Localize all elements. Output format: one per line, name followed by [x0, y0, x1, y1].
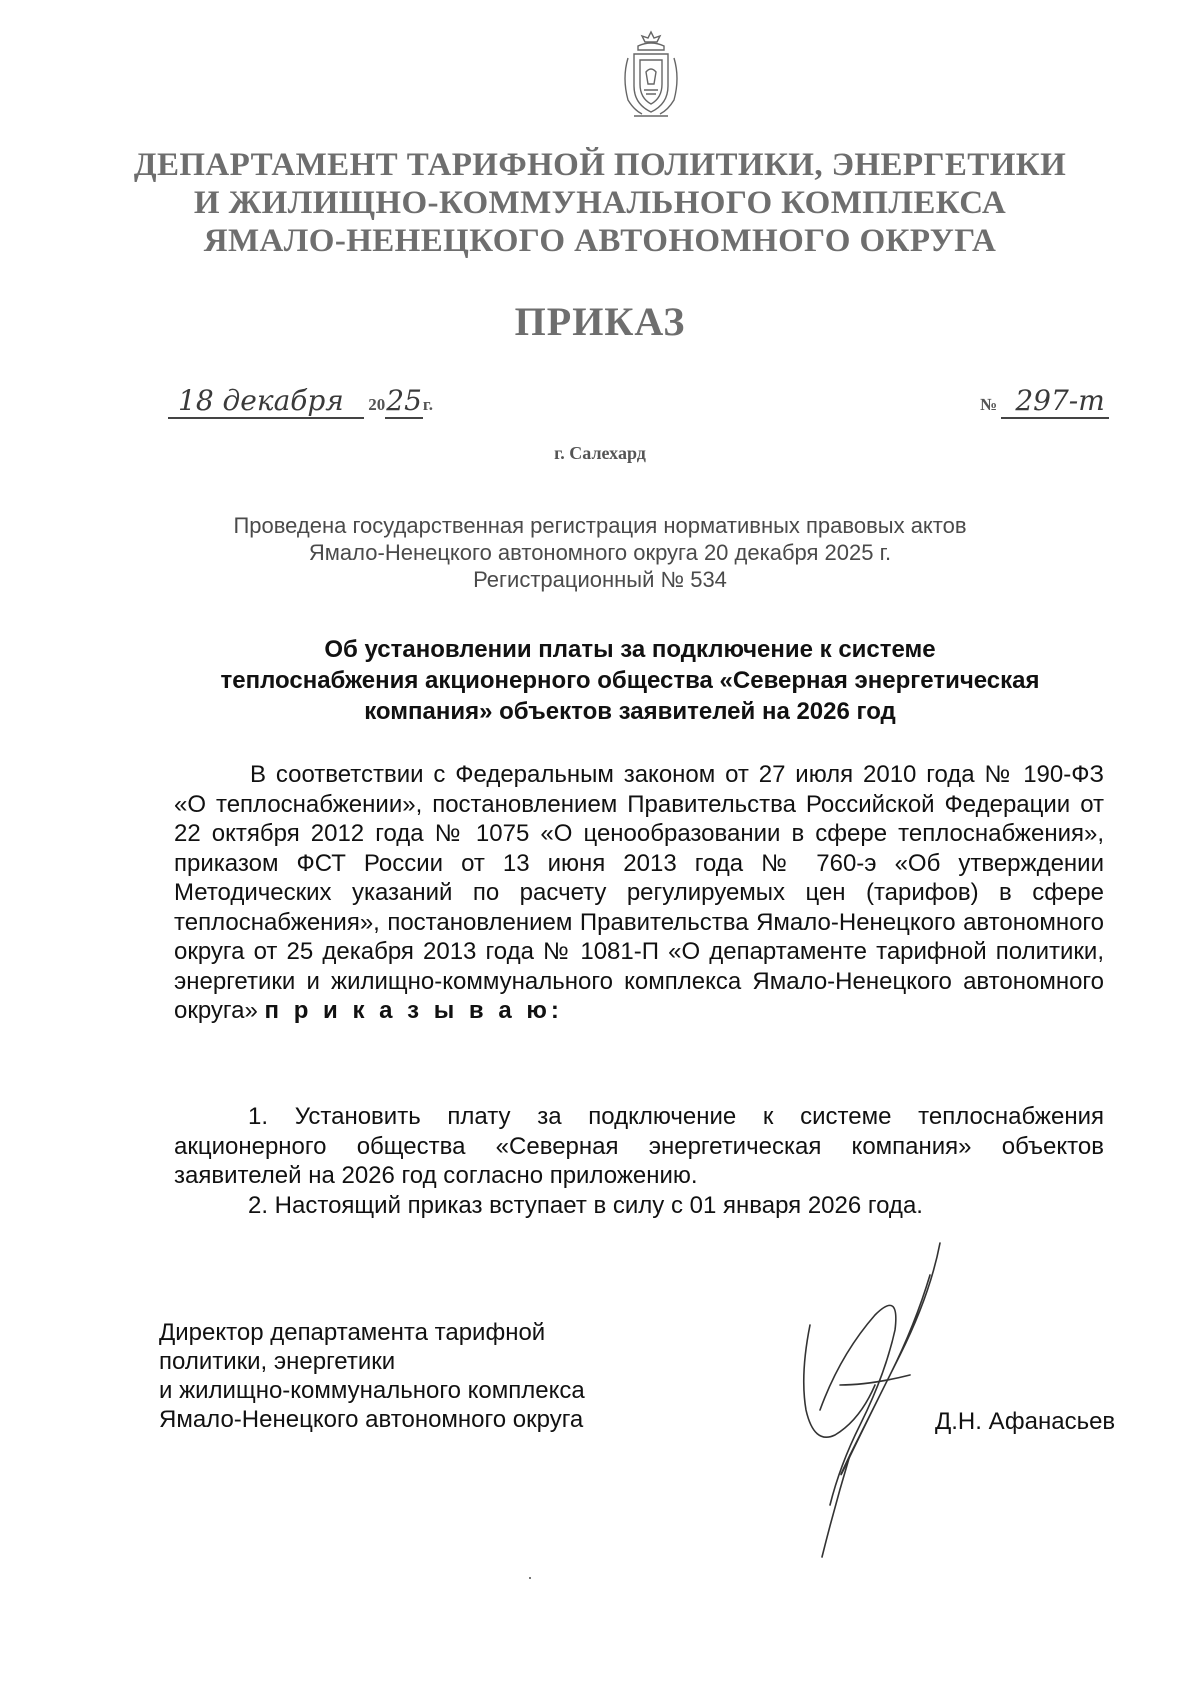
order-subject — [150, 634, 1110, 727]
signer-position — [159, 1318, 585, 1434]
number-label: № — [980, 395, 998, 414]
department-line: И ЖИЛИЩНО-КОММУНАЛЬНОГО КОМПЛЕКСА — [193, 185, 1007, 221]
order-item: 2. Настоящий приказ вступает в силу с 01 января 2026 года. — [248, 1191, 923, 1219]
handwritten-number: 297-т — [1001, 384, 1109, 419]
registration-note — [100, 512, 1100, 593]
registration-line: Проведена государственная регистрация нормативных правовых актов — [233, 513, 967, 538]
handwritten-signature-icon — [780, 1235, 970, 1565]
document-date — [168, 384, 433, 419]
order-word: п р и к а з ы в а ю: — [264, 997, 563, 1024]
department-line: ДЕПАРТАМЕНТ ТАРИФНОЙ ПОЛИТИКИ, ЭНЕРГЕТИКИ — [133, 147, 1067, 183]
subject-line: Об установлении платы за подключение к системе — [324, 636, 936, 663]
year-unit: г. — [422, 395, 433, 414]
city: г. Салехард — [554, 443, 646, 463]
department-line: ЯМАЛО-НЕНЕЦКОГО АВТОНОМНОГО ОКРУГА — [203, 223, 997, 259]
coat-of-arms-icon — [620, 28, 682, 124]
handwritten-year: 25 — [386, 384, 422, 417]
preamble — [174, 760, 1104, 1026]
preamble-paragraph — [174, 760, 1104, 1026]
registration-line: Ямало-Ненецкого автономного округа 20 декабря 2025 г. — [308, 540, 892, 565]
year-prefix: 20 — [368, 395, 386, 414]
position-line: Директор департамента тарифной — [159, 1319, 546, 1346]
order-item: 1. Установить плату за подключение к системе теплоснабжения акционерного общества «Северная энергетическая компания» объектов заявителей на 2026 год согласно приложению. — [174, 1103, 1104, 1189]
position-line: политики, энергетики — [159, 1348, 396, 1375]
document-number — [980, 384, 1109, 419]
subject-line: теплоснабжения акционерного общества «Северная энергетическая — [220, 667, 1040, 694]
position-line: и жилищно-коммунального комплекса — [159, 1377, 585, 1404]
signer-name: Д.Н. Афанасьев — [935, 1408, 1116, 1435]
handwritten-date: 18 декабря — [168, 384, 364, 419]
document-type-title: ПРИКАЗ — [514, 299, 686, 344]
subject-line: компания» объектов заявителей на 2026 год — [364, 698, 896, 725]
registration-line: Регистрационный № 534 — [473, 567, 727, 592]
scan-speck — [529, 1577, 531, 1579]
department-name — [100, 146, 1100, 260]
order-items — [174, 1102, 1104, 1220]
position-line: Ямало-Ненецкого автономного округа — [159, 1406, 584, 1433]
preamble-text: В соответствии с Федеральным законом от 27 июля 2010 года № 190-ФЗ «О теплоснабжении», постановлением Правительства Российской Федерации от 22 октября 2012 года № 1075 «О ценообразовании в сфере теплоснабжения», приказом ФСТ России от 13 июня 2013 года № 760-э «Об утверждении Методических указаний по расчету регулируемых цен (тарифов) в сфере теплоснабжения», постановлением Правительства Ямало-Ненецкого автономного округа от 25 декабря 2013 года № 1081-П «О департаменте тарифной политики, энергетики и жилищно-коммунального комплекса Ямало-Ненецкого автономного округа» — [174, 761, 1104, 1024]
